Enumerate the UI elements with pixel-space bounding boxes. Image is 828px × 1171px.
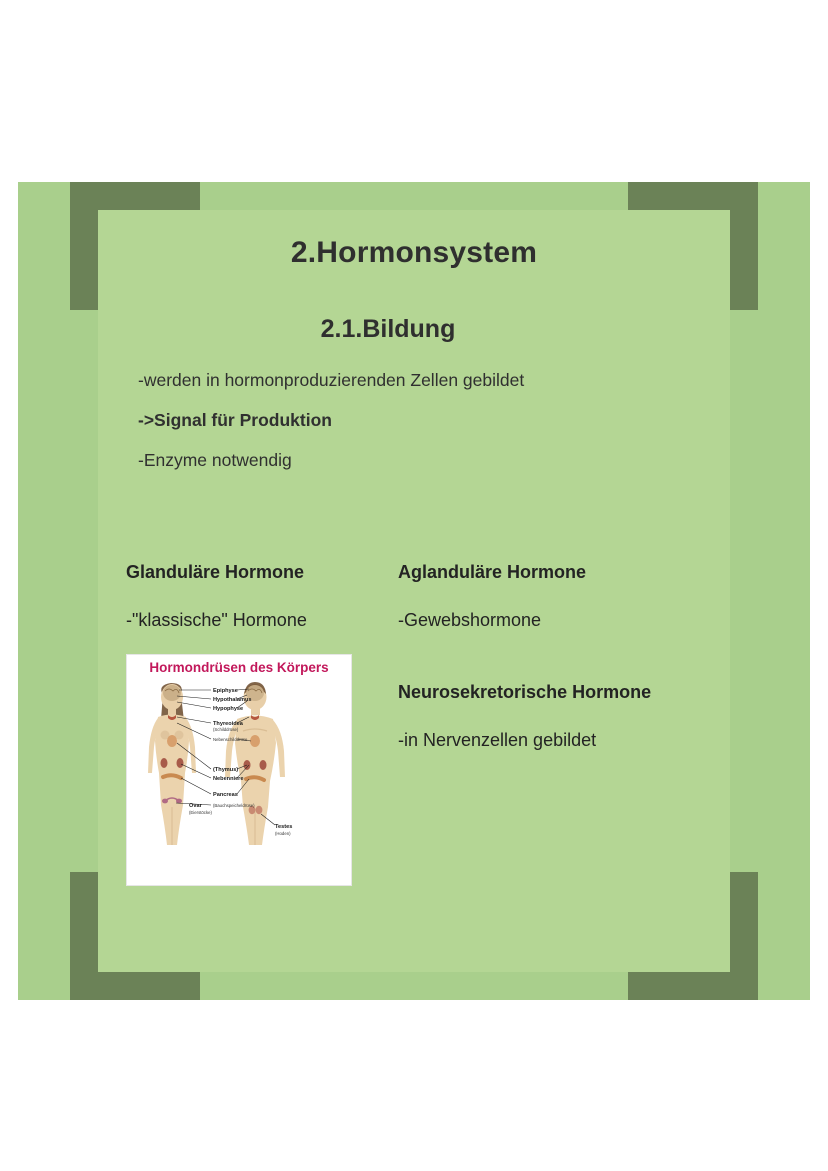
- figure-label-pancreas: Pancreas: [213, 792, 238, 798]
- figure-label-hypothalamus: Hypothalamus: [213, 697, 252, 703]
- hormone-glands-figure: [126, 654, 352, 886]
- column-text-aglandulaere: -Gewebshormone: [398, 610, 542, 630]
- column-heading-aglandulaere: Aglanduläre Hormone: [398, 562, 587, 582]
- slide-title: 2.Hormonsystem: [290, 236, 538, 269]
- figure-label-nebenniere: Nebenniere: [213, 776, 244, 782]
- bullet-item-2: ->Signal für Produktion: [138, 410, 332, 430]
- figure-label-thyreoidea: Thyreoidea: [213, 721, 243, 727]
- bullet-item-1: -werden in hormonproduzierenden Zellen gebildet: [138, 370, 525, 390]
- figure-label-schilddruese: (Schilddrüse): [213, 727, 239, 732]
- figure-label-thymus: (Thymus): [213, 767, 239, 773]
- figure-label-eierstoecke: (Eierstöcke): [189, 810, 212, 815]
- figure-label-hoden: (Hoden): [275, 831, 291, 836]
- slide-content: [18, 182, 810, 1000]
- figure-label-ovar: Ovar: [189, 803, 202, 809]
- slide: [18, 182, 810, 1000]
- slide-subtitle: 2.1.Bildung: [320, 315, 456, 343]
- anatomy-diagram-icon: [127, 677, 351, 883]
- bullet-item-3: -Enzyme notwendig: [138, 450, 292, 470]
- figure-label-hypophyse: Hypophyse: [213, 706, 244, 712]
- figure-label-testes: Testes: [275, 824, 293, 830]
- figure-label-bauchspeicheldruese: (Bauchspeicheldrüse): [213, 803, 255, 808]
- column-heading-neurosekretorische: Neurosekretorische Hormone: [398, 682, 652, 702]
- column-heading-glandulaere: Glanduläre Hormone: [126, 562, 305, 582]
- column-text-glandulaere: -"klassische" Hormone: [126, 610, 307, 630]
- figure-title: Hormondrüsen des Körpers: [149, 660, 329, 675]
- column-text-neurosekretorische: -in Nervenzellen gebildet: [398, 730, 597, 750]
- figure-label-nebenschilddruese: Nebenschilddrüse: [213, 737, 248, 742]
- figure-label-epiphyse: Epiphyse: [213, 688, 238, 694]
